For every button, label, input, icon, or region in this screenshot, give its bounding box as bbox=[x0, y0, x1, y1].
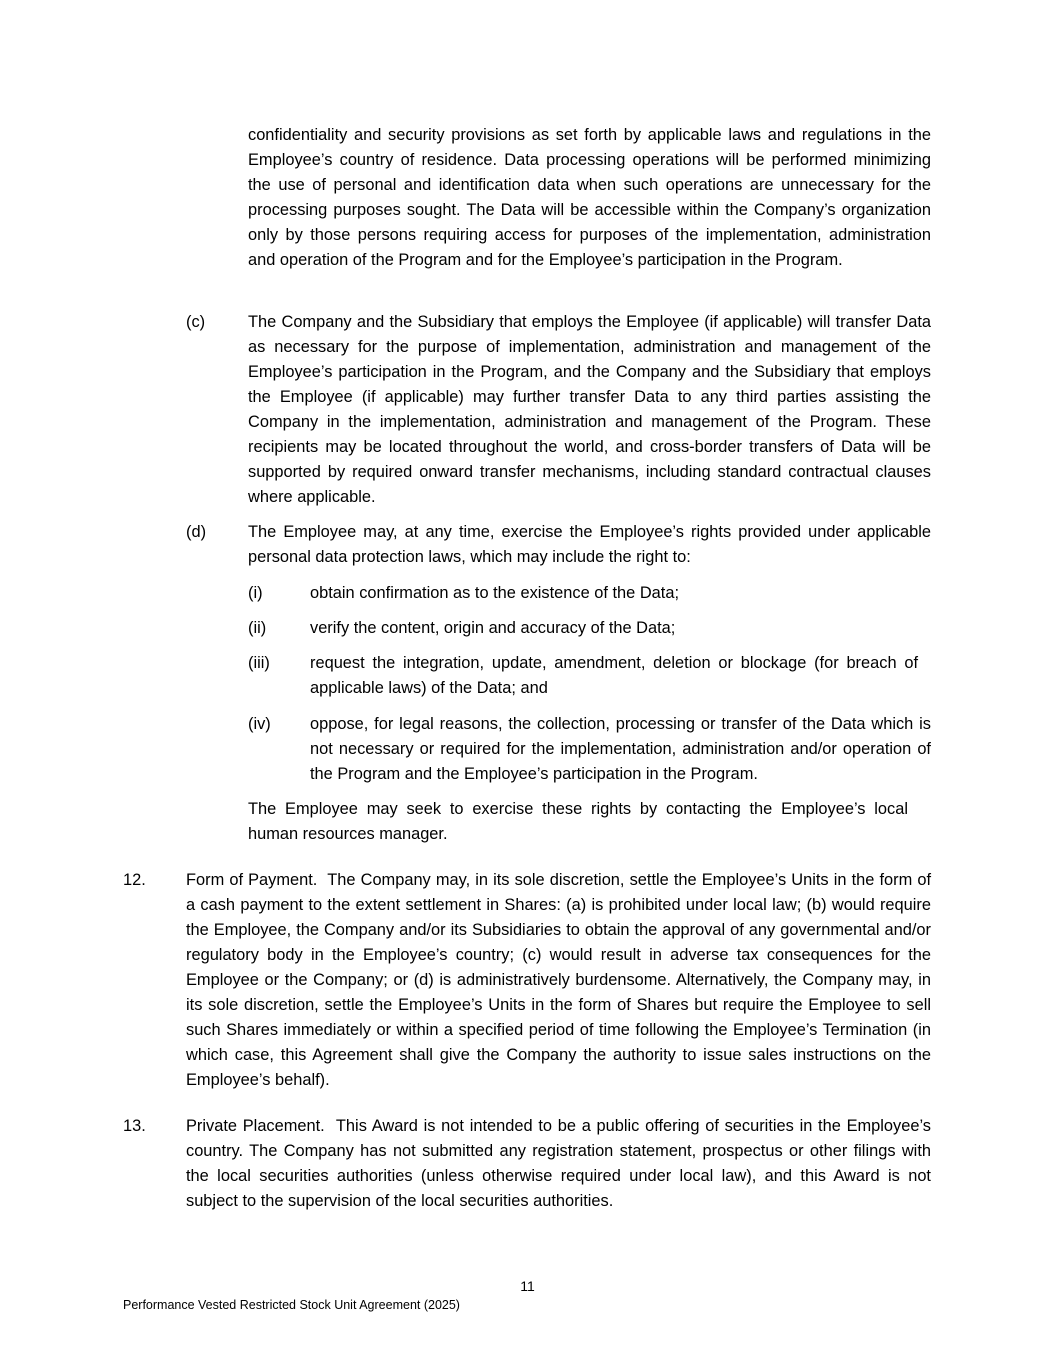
section-body bbox=[186, 868, 931, 1093]
item-label: (d) bbox=[186, 523, 207, 541]
section-body bbox=[186, 1114, 931, 1214]
sub-item-text: request the integration, update, amendment, deletion or blockage (for breach of applicable laws) of the Data; and bbox=[310, 654, 918, 697]
section-number: 13. bbox=[123, 1117, 146, 1135]
closing-paragraph: The Employee may seek to exercise these rights by contacting the Employee’s local human resources manager. bbox=[248, 800, 908, 843]
page-number: 11 bbox=[520, 1278, 535, 1294]
footer-document-title: Performance Vested Restricted Stock Unit Agreement (2025) bbox=[123, 1298, 460, 1312]
section-text: This Award is not intended to be a public offering of securities in the Employee’s country. The Company has not submitted any registration statement, prospectus or other filings with the local securities authorities (unless otherwise required under local law), and this Award is not subject to the supervision of the local securities authorities. bbox=[186, 1117, 932, 1210]
sub-item-text: obtain confirmation as to the existence of the Data; bbox=[310, 584, 680, 602]
sub-item-label: (i) bbox=[248, 584, 263, 602]
sub-item-label: (ii) bbox=[248, 619, 267, 637]
item-label: (c) bbox=[186, 313, 206, 331]
section-text: The Company may, in its sole discretion, settle the Employee’s Units in the form of a cash payment to the extent settlement in Shares: (a) is prohibited under local law; (b) would require the Employee, the Company and/or its Subsidiaries to obtain the approval of any governmental and/or regulatory body in the Employee’s country; (c) would result in adverse tax consequences for the Employee or the Company; or (d) is administratively burdensome. Alternatively, the Company may, in its sole discretion, settle the Employee’s Units in the form of Shares but require the Employee to sell such Shares immediately or within a specified period of time following the Employee’s Termination (in which case, this Agreement shall give the Company the authority to issue sales instructions on the Employee’s behalf). bbox=[186, 871, 931, 1089]
sub-item-text: verify the content, origin and accuracy of the Data; bbox=[310, 619, 676, 637]
section-heading: Private Placement. bbox=[186, 1117, 325, 1135]
section-number: 12. bbox=[123, 871, 146, 889]
item-text: The Employee may, at any time, exercise the Employee’s rights provided under applicable personal data protection laws, which may include the right to: bbox=[248, 523, 931, 566]
sub-item-text: oppose, for legal reasons, the collection, processing or transfer of the Data which is not necessary or required for the implementation, administration and/or operation of the Program and the Employee’s participation in the Program. bbox=[310, 715, 931, 783]
item-text: The Company and the Subsidiary that employs the Employee (if applicable) will transfer Data as necessary for the purpose of implementation, administration and management of the Employee’s participation in the Program, and the Company and the Subsidiary that employs the Employee (if applicable) may further transfer Data to any third parties assisting the Company in the implementation, administration and management of the Program. These recipients may be located throughout the world, and cross-border transfers of Data will be supported by required onward transfer mechanisms, including standard contractual clauses where applicable. bbox=[248, 313, 931, 506]
sub-item-label: (iii) bbox=[248, 654, 270, 672]
continuation-paragraph: confidentiality and security provisions as set forth by applicable laws and regulations in the Employee’s country of residence. Data processing operations will be performed minimizing the use of personal and identification data when such operations are unnecessary for the processing purposes sought. The Data will be accessible within the Company’s organization only by those persons requiring access for purposes of the implementation, administration and operation of the Program and for the Employee’s participation in the Program. bbox=[248, 126, 931, 269]
sub-item-label: (iv) bbox=[248, 715, 271, 733]
section-heading: Form of Payment. bbox=[186, 871, 318, 889]
